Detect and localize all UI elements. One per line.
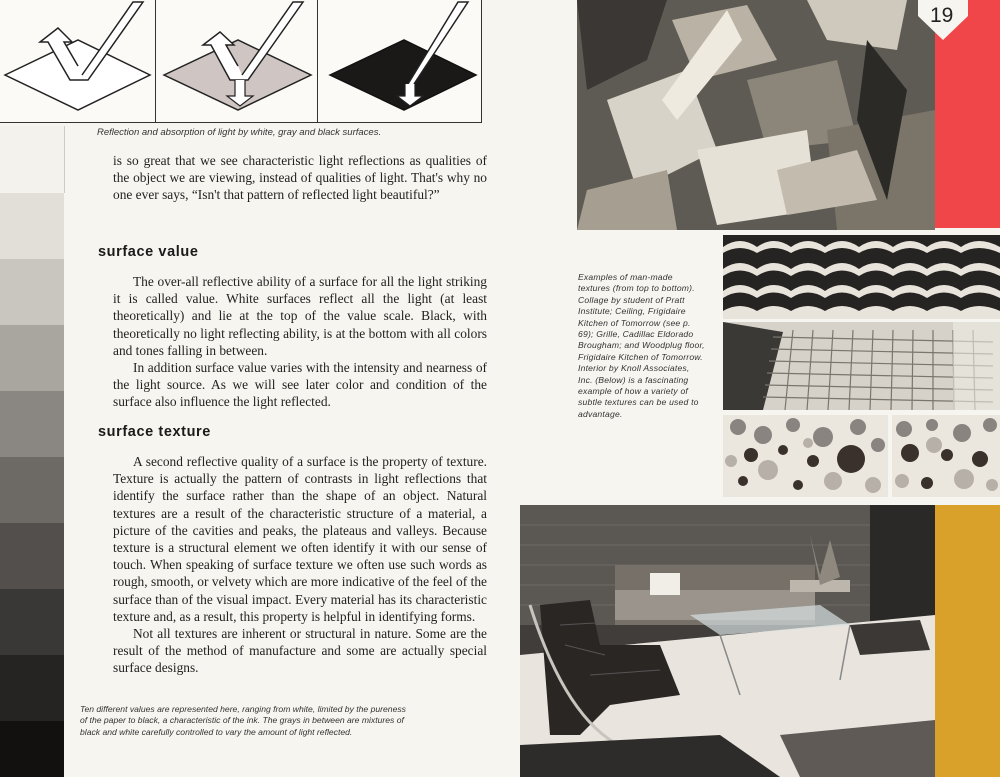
value-swatch-10 [0, 721, 64, 777]
diagram-black-surface [318, 0, 482, 123]
surface-texture-body [113, 453, 487, 677]
surface-value-paragraph-1: The over-all reflective ability of a surface for all the light striking it is called value. White surfaces reflect all the light (at least theoretically) and lie at the top of the value scale. Black, with theoretically no light reflecting ability, is at the bottom with all colors and tones falling in between. [113, 274, 487, 358]
diagram-gray-surface [156, 0, 318, 123]
diagram-caption: Reflection and absorption of light by white, gray and black surfaces. [97, 127, 382, 138]
value-swatch-3 [0, 259, 64, 325]
heading-surface-value: surface value [98, 244, 199, 260]
woodplug-floor-photo-right [892, 415, 1000, 497]
surface-value-paragraph-2: In addition surface value varies with the intensity and nearness of the light source. As we will see later color and condition of the surface also influence the light reflected. [113, 360, 487, 410]
value-swatch-6 [0, 457, 64, 523]
value-swatch-5 [0, 391, 64, 457]
intro-text: is so great that we see characteristic light reflections as qualities of the object we are viewing, instead of qualities of light. That's why no one ever says, “Isn't that pattern of reflected light beautiful?” [113, 153, 487, 203]
value-swatch-7 [0, 523, 64, 589]
knoll-interior-photo [520, 505, 935, 777]
value-swatch-8 [0, 589, 64, 655]
ceiling-texture-photo [723, 235, 1000, 319]
texture-examples-caption: Examples of man-made textures (from top to bottom). Collage by student of Pratt Institute; Ceiling, Frigidaire Kitchen of Tomorrow (see p. 69); Grille, Cadillac Eldorado Brougham; and Woodplug floor, Frigidaire Kitchen of Tomorrow. Interior by Knoll Associates, Inc. (Below) is a fascinating example of how a variety of subtle textures can be used to advantage. [578, 272, 705, 419]
diagram-white-surface [0, 0, 156, 123]
intro-paragraph [113, 152, 487, 204]
surface-texture-paragraph-2: Not all textures are inherent or structural in nature. Some are the result of the method of manufacture and some are actually special surface designs. [113, 626, 487, 676]
value-scale-caption: Ten different values are represented here, ranging from white, limited by the pureness of the paper to black, a characteristic of the ink. The grays in between are mixtures of black and white carefully controlled to vary the amount of light reflected. [80, 704, 406, 737]
value-swatch-4 [0, 325, 64, 391]
surface-value-body [113, 273, 487, 411]
gold-accent-block [935, 505, 1000, 777]
value-swatch-9 [0, 655, 64, 721]
grille-texture-photo [723, 322, 1000, 410]
collage-photo [577, 0, 935, 230]
value-swatch-1 [0, 126, 65, 193]
page-number: 19 [930, 4, 954, 27]
heading-surface-texture: surface texture [98, 424, 211, 440]
value-swatch-2 [0, 193, 64, 259]
woodplug-floor-photo-left [723, 415, 888, 497]
surface-texture-paragraph-1: A second reflective quality of a surface is the property of texture. Texture is actually the pattern of contrasts in light reflections that identify the surface rather than the shape of an object. Natural textures are a result of the characteristic structure of a material, a picture of the cavities and peaks, the plateaus and valleys. Because texture is a structural element we often identify it with our sense of touch. When speaking of surface texture we often use such words as rough, smooth, or velvety which are more indicative of the feel of the surface than of the visual impact. Every material has its characteristic texture and, as a result, this property is helpful in identifying forms. [113, 454, 487, 624]
